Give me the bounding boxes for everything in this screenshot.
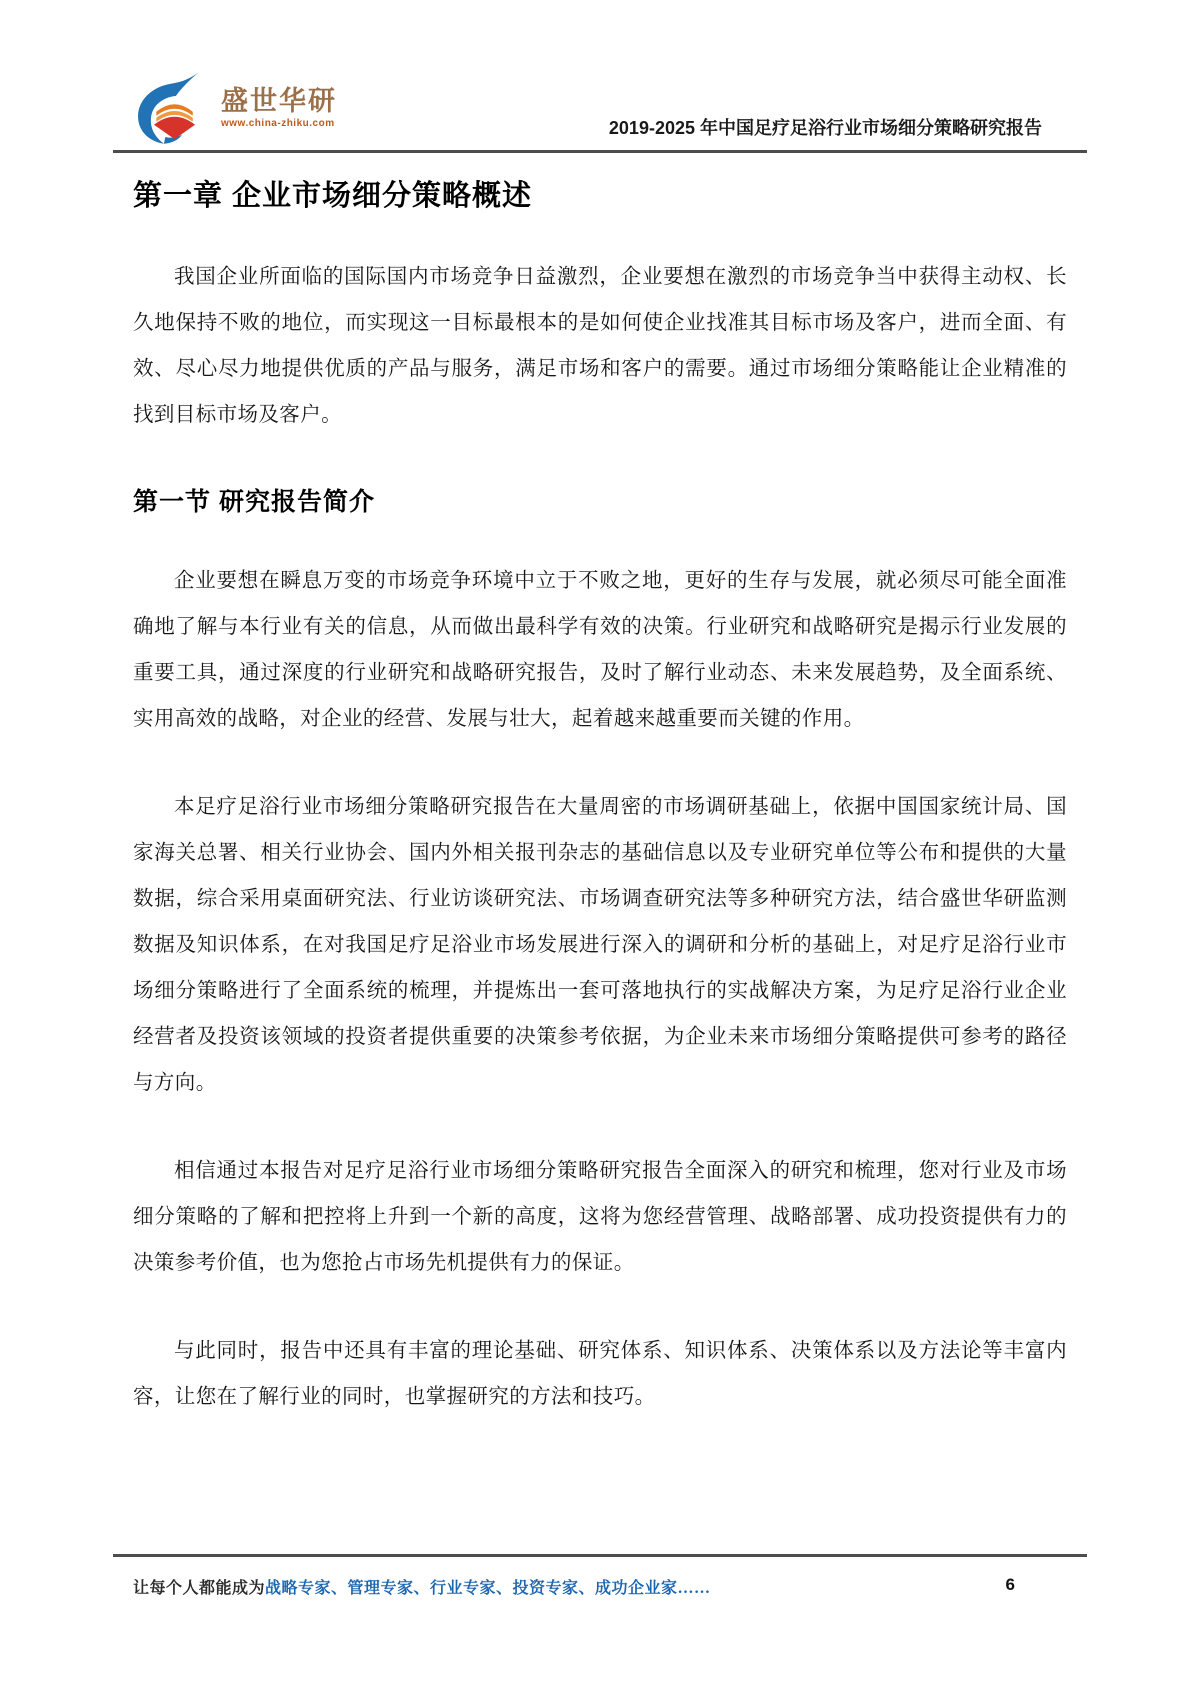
company-logo: [135, 72, 337, 144]
footer-slogan: [133, 1575, 711, 1598]
logo-text-block: [221, 87, 337, 129]
chapter-intro-paragraph: 我国企业所面临的国际国内市场竞争日益激烈，企业要想在激烈的市场竞争当中获得主动权、长久地保持不败的地位，而实现这一目标最根本的是如何使企业找准其目标市场及客户，进而全面、有效、尽心尽力地提供优质的产品与服务，满足市场和客户的需要。通过市场细分策略能让企业精准的找到目标市场及客户。: [133, 266, 1067, 426]
report-title: 2019-2025 年中国足疗足浴行业市场细分策略研究报告: [608, 118, 1042, 138]
chapter-heading: 第一章 企业市场细分策略概述: [133, 180, 533, 212]
body-paragraph: 与此同时，报告中还具有丰富的理论基础、研究体系、知识体系、决策体系以及方法论等丰富内容，让您在了解行业的同时，也掌握研究的方法和技巧。: [133, 1340, 1067, 1408]
page-footer: [113, 1554, 1087, 1598]
brand-url: www.china-zhiku.com: [221, 118, 335, 130]
body-paragraph: 本足疗足浴行业市场细分策略研究报告在大量周密的市场调研基础上，依据中国国家统计局、国家海关总署、相关行业协会、国内外相关报刊杂志的基础信息以及专业研究单位等公布和提供的大量数据，综合采用桌面研究法、行业访谈研究法、市场调查研究法等多种研究方法，结合盛世华研监测数据及知识体系，在对我国足疗足浴业市场发展进行深入的调研和分析的基础上，对足疗足浴行业市场细分策略进行了全面系统的梳理，并提炼出一套可落地执行的实战解决方案，为足疗足浴行业企业经营者及投资该领域的投资者提供重要的决策参考依据，为企业未来市场细分策略提供可参考的路径与方向。: [133, 796, 1067, 1094]
slogan-prefix: 让每个人都能成为: [133, 1580, 266, 1597]
section-heading: 第一节 研究报告简介: [133, 488, 375, 516]
page-number: 6: [1005, 1575, 1015, 1594]
page-header: [113, 0, 1087, 153]
logo-book-swoosh-icon: [135, 72, 211, 144]
brand-name: 盛世华研: [221, 85, 337, 116]
body-paragraph: 相信通过本报告对足疗足浴行业市场细分策略研究报告全面深入的研究和梳理，您对行业及市场细分策略的了解和把控将上升到一个新的高度，这将为您经营管理、战略部署、成功投资提供有力的决策参考价值，也为您抢占市场先机提供有力的保证。: [133, 1160, 1067, 1274]
slogan-highlight: 战略专家、管理专家、行业专家、投资专家、成功企业家……: [265, 1580, 711, 1597]
document-content: [113, 173, 1087, 1420]
body-paragraph: 企业要想在瞬息万变的市场竞争环境中立于不败之地，更好的生存与发展，就必须尽可能全面准确地了解与本行业有关的信息，从而做出最科学有效的决策。行业研究和战略研究是揭示行业发展的重要工具，通过深度的行业研究和战略研究报告，及时了解行业动态、未来发展趋势，及全面系统、实用高效的战略，对企业的经营、发展与壮大，起着越来越重要而关键的作用。: [133, 570, 1067, 730]
